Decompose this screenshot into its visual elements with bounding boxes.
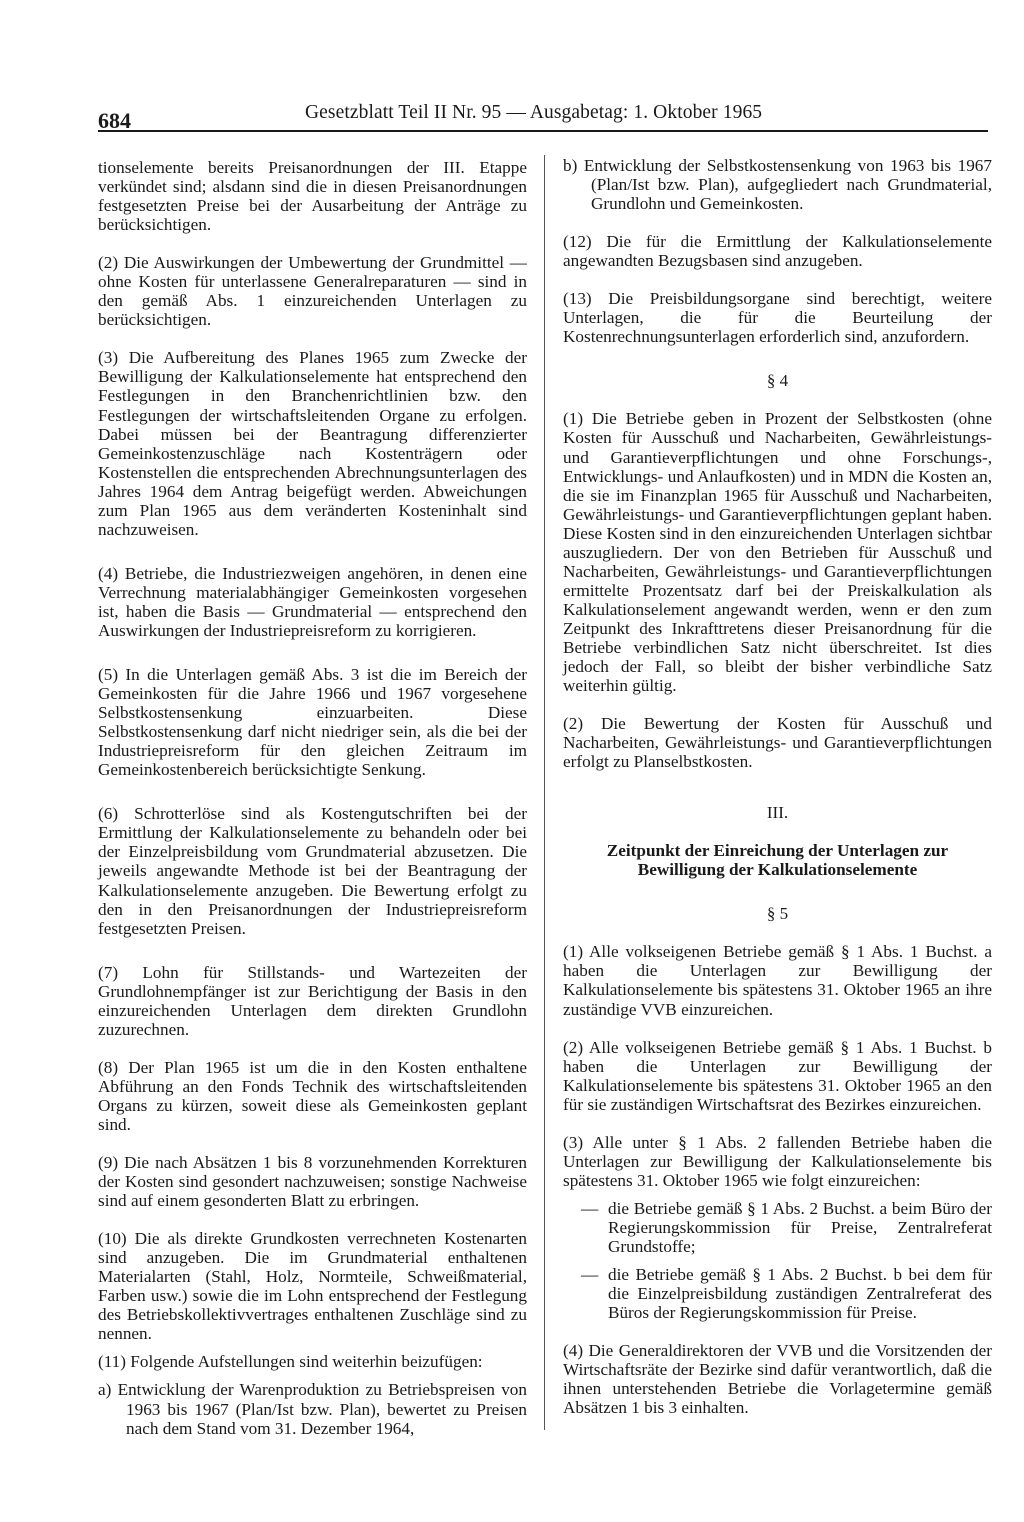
list-item — [563, 1265, 992, 1322]
section-5-paragraph-1: (1) Alle volkseigenen Betriebe gemäß § 1 Abs. 1 Buchst. a haben die Unterlagen zur Bewilligung der Kalkulationselemente bis spätestens 31. Oktober 1965 an ihre zuständige VVB einzureichen. — [563, 942, 992, 1019]
list-item-text: die Betriebe gemäß § 1 Abs. 2 Buchst. a beim Büro der Regierungskommission für Preise, Zentralreferat Grundstoffe; — [608, 1198, 992, 1256]
paragraph-10: (10) Die als direkte Grundkosten verrechneten Kostenarten sind anzugeben. Die im Grundmaterial enthaltenen Materialarten (Stahl, Holz, Normteile, Schweißmaterial, Farben usw.) sowie die im Lohn entsprechend der Festlegung des Betriebskollektivvertrages enthaltenen Zuschläge sind zu nennen. — [98, 1229, 527, 1344]
section-4-paragraph-1: (1) Die Betriebe geben in Prozent der Selbstkosten (ohne Kosten für Ausschuß und Nacharbeiten, Gewährleistungs- und Garantieverpflichtungen und ohne Forschungs-, Entwicklungs- und Anlaufkosten) und in MDN die Kosten an, die sie im Finanzplan 1965 für Ausschuß und Nacharbeiten, Gewährleistungs- und Garantieverpflichtungen geplant haben. Diese Kosten sind in den einzureichenden Unterlagen sichtbar auszugliedern. Der von den Betrieben für Ausschuß und Nacharbeiten, Gewährleistungs- und Garantieverpflichtungen ermittelte Prozentsatz darf bei der Preiskalkulation als Kalkulationselement angewandt werden, wenn er den zum Zeitpunkt des Inkrafttretens dieser Preisanordnung für die Betriebe verbindlichen Satz nicht überschreitet. Ist dies jedoch der Fall, so bleibt der bisher verbindliche Satz weiterhin gültig. — [563, 409, 992, 696]
section-4-paragraph-2: (2) Die Bewertung der Kosten für Ausschuß und Nacharbeiten, Gewährleistungs- und Garantieverpflichtungen erfolgt zu Planselbstkosten. — [563, 714, 992, 772]
paragraph-7: (7) Lohn für Stillstands- und Wartezeiten der Grundlohnempfänger ist zur Berichtigung der Basis in den einzureichenden Unterlagen dem direkten Grundlohn zuzurechnen. — [98, 962, 527, 1039]
section-5-paragraph-3: (3) Alle unter § 1 Abs. 2 fallenden Betriebe haben die Unterlagen zur Bewilligung der Kalkulationselemente bis spätestens 31. Oktober 1965 wie folgt einzureichen: — [563, 1132, 992, 1190]
section-5-paragraph-2: (2) Alle volkseigenen Betriebe gemäß § 1 Abs. 1 Buchst. b haben die Unterlagen zur Bewilligung der Kalkulationselemente bis spätestens 31. Oktober 1965 an den für sie zuständigen Wirtschaftsrat des Bezirkes einzureichen. — [563, 1037, 992, 1114]
list-dash: — — [581, 1198, 599, 1218]
page-number: 684 — [98, 108, 131, 133]
part-3-heading: III. — [766, 803, 789, 823]
section-5-heading: § 5 — [766, 904, 789, 924]
paragraph-13: (13) Die Preisbildungsorgane sind berechtigt, weitere Unterlagen, die für die Beurteilung der Kostenrechnungsunterlagen erforderlich sind, anzufordern. — [563, 289, 992, 347]
paragraph-continuation: tionselemente bereits Preisanordnungen der III. Etappe verkündet sind; alsdann sind die in diesen Preisanordnungen festgesetzten Preise bei der Ausarbeitung der Anträge zu berücksichtigen. — [98, 158, 527, 235]
page-header — [98, 100, 988, 132]
paragraph-9: (9) Die nach Absätzen 1 bis 8 vorzunehmenden Korrekturen der Kosten sind gesondert nachzuweisen; sonstige Nachweise sind auf einem gesonderten Blatt zu erbringen. — [98, 1153, 527, 1211]
right-column — [563, 156, 992, 1417]
paragraph-5: (5) In die Unterlagen gemäß Abs. 3 ist die im Bereich der Gemeinkosten für die Jahre 1966 und 1967 vorgesehene Selbstkostensenkung einzuarbeiten. Diese Selbstkostensenkung darf nicht niedriger sein, als die bei der Industriepreisreform für den gleichen Zeitraum im Gemeinkostenbereich berücksichtigte Senkung. — [98, 665, 527, 780]
part-3-title: Zeitpunkt der Einreichung der Unterlagen zur Bewilligung der Kalkulationselemente — [606, 841, 949, 880]
list-item-text: die Betriebe gemäß § 1 Abs. 2 Buchst. b bei dem für die Einzelpreisbildung zuständigen Zentralreferat des Büros der Regierungskommission für Preise. — [608, 1265, 992, 1323]
list-item — [563, 1199, 992, 1256]
paragraph-11a: a) Entwicklung der Warenproduktion zu Betriebspreisen von 1963 bis 1967 (Plan/Ist bzw. Plan), bewertet zu Preisen nach dem Stand vom 31. Dezember 1964, — [98, 1380, 527, 1438]
paragraph-12: (12) Die für die Ermittlung der Kalkulationselemente angewandten Bezugsbasen sind anzugeben. — [563, 232, 992, 271]
section-4-heading: § 4 — [766, 371, 789, 391]
paragraph-11: (11) Folgende Aufstellungen sind weiterhin beizufügen: — [98, 1352, 483, 1372]
paragraph-6: (6) Schrotterlöse sind als Kostengutschriften bei der Ermittlung der Kalkulationselemente zu behandeln oder bei der Einzelpreisbildung vom Grundmaterial abzusetzen. Die jeweils angewandte Methode ist bei der Beantragung der Kalkulationselemente anzugeben. Die Bewertung erfolgt zu den in den Preisanordnungen der Industriepreisreform festgesetzten Preisen. — [98, 804, 527, 938]
section-5-paragraph-4: (4) Die Generaldirektoren der VVB und die Vorsitzenden der Wirtschaftsräte der Bezirke sind dafür verantwortlich, daß die ihnen unterstehenden Betriebe die Vorlagetermine gemäß Absätzen 1 bis 3 einhalten. — [563, 1341, 992, 1418]
paragraph-4: (4) Betriebe, die Industriezweigen angehören, in denen eine Verrechnung materialabhängiger Gemeinkosten vorgesehen ist, haben die Basis — Grundmaterial — entsprechend den Auswirkungen der Industriepreisreform zu korrigieren. — [98, 563, 527, 640]
list-dash: — — [581, 1265, 599, 1285]
paragraph-8: (8) Der Plan 1965 ist um die in den Kosten enthaltene Abführung an den Fonds Technik des wirtschaftsleitenden Organs zu kürzen, soweit diese als Gemeinkosten geplant sind. — [98, 1057, 527, 1134]
paragraph-11b: b) Entwicklung der Selbstkostensenkung von 1963 bis 1967 (Plan/Ist bzw. Plan), aufgegliedert nach Grundmaterial, Grundlohn und Gemeinkosten. — [563, 156, 992, 214]
paragraph-2: (2) Die Auswirkungen der Umbewertung der Grundmittel — ohne Kosten für unterlassene Generalreparaturen — sind in den gemäß Abs. 1 einzureichenden Unterlagen zu berücksichtigen. — [98, 253, 527, 330]
left-column — [98, 158, 527, 1438]
column-divider — [544, 155, 545, 1430]
header-title: Gesetzblatt Teil II Nr. 95 — Ausgabetag: 1. Oktober 1965 — [305, 102, 763, 123]
paragraph-3: (3) Die Aufbereitung des Planes 1965 zum Zwecke der Bewilligung der Kalkulationselemente hat entsprechend den Festlegungen in den Branchenrichtlinien bzw. den Festlegungen der wirtschaftsleitenden Organe zu erfolgen. Dabei müssen bei der Beantragung differenzierter Gemeinkostenzuschläge nach Kostenträgern oder Kostenstellen die entsprechenden Abrechnungsunterlagen des Jahres 1964 dem Antrag beigefügt werden. Abweichungen zum Plan 1965 aus dem veränderten Kosteninhalt sind nachzuweisen. — [98, 348, 527, 539]
